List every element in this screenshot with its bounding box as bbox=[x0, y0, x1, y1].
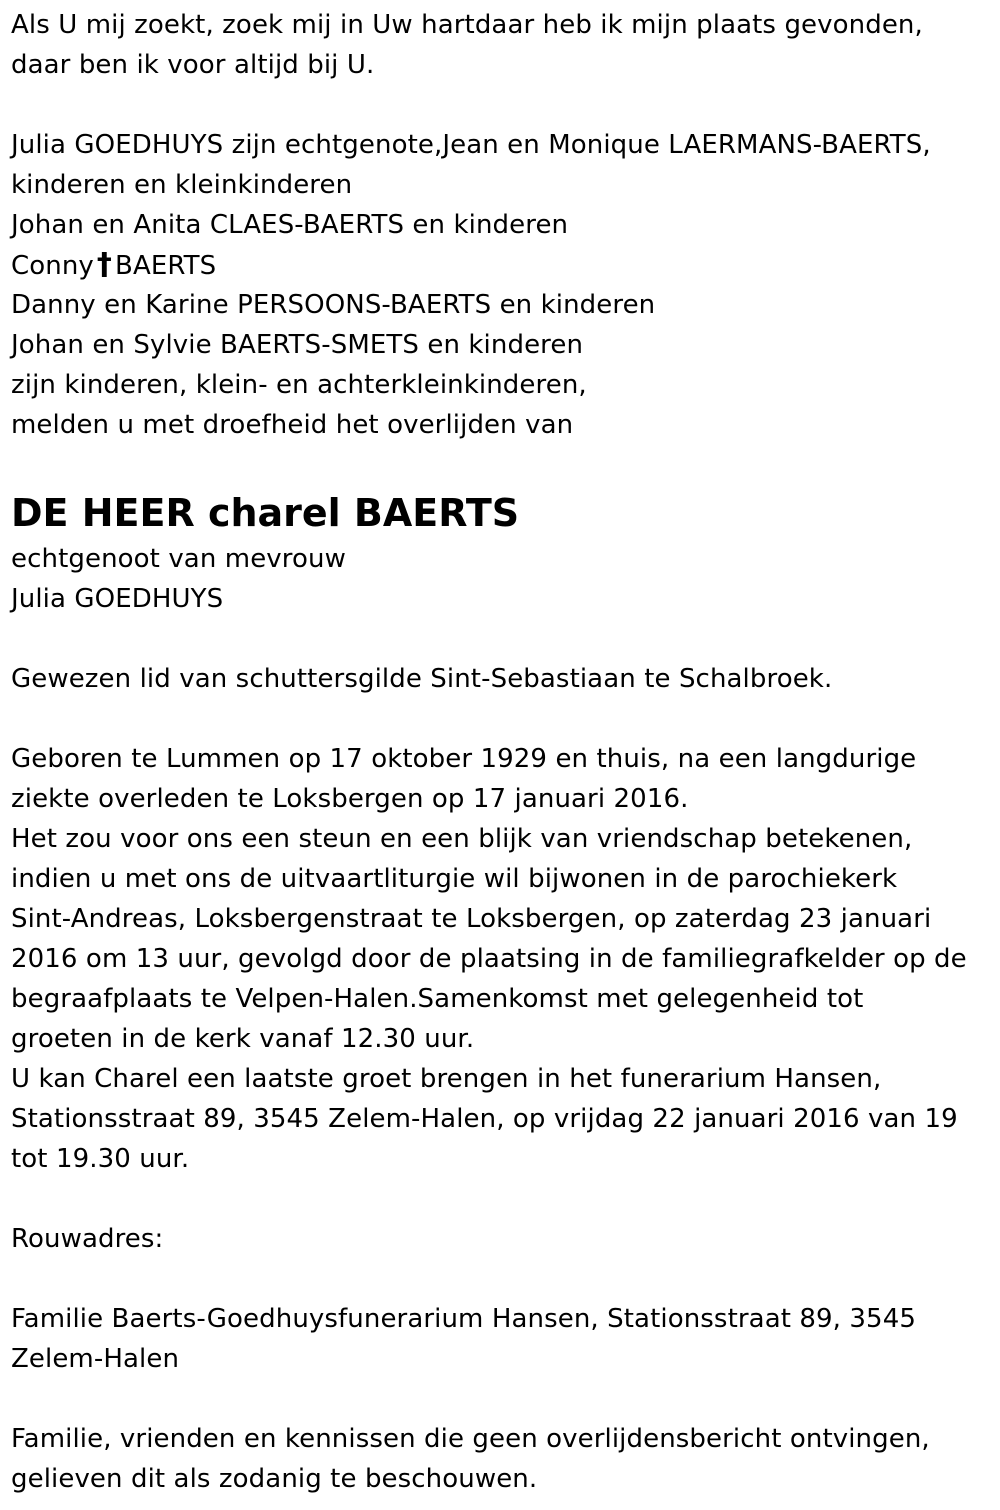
details-line: begraafplaats te Velpen-Halen.Samenkomst met gelegenheid tot bbox=[11, 984, 864, 1014]
spacer bbox=[11, 699, 986, 739]
address-line: Zelem-Halen bbox=[11, 1344, 180, 1374]
family-member-name: Conny bbox=[11, 251, 94, 281]
family-line: melden u met droefheid het overlijden van bbox=[11, 410, 574, 440]
details-line: 2016 om 13 uur, gevolgd door de plaatsing in de familiegrafkelder op de bbox=[11, 944, 967, 974]
details-line: tot 19.30 uur. bbox=[11, 1144, 190, 1174]
family-member-surname: BAERTS bbox=[115, 251, 217, 281]
address-line: Familie Baerts-Goedhuysfunerarium Hansen, Stationsstraat 89, 3545 bbox=[11, 1304, 916, 1334]
poem-line: daar ben ik voor altijd bij U. bbox=[11, 50, 375, 80]
spacer bbox=[11, 1379, 986, 1419]
details-line: ziekte overleden te Loksbergen op 17 januari 2016. bbox=[11, 784, 689, 814]
family-line: Johan en Anita CLAES-BAERTS en kinderen bbox=[11, 210, 569, 240]
spacer bbox=[11, 1179, 986, 1219]
family-line-conny bbox=[11, 245, 986, 285]
closing-line: Familie, vrienden en kennissen die geen overlijdensbericht ontvingen, bbox=[11, 1424, 930, 1454]
family-line: Julia GOEDHUYS zijn echtgenote,Jean en Monique LAERMANS-BAERTS, bbox=[11, 130, 931, 160]
details-line: Het zou voor ons een steun en een blijk van vriendschap betekenen, bbox=[11, 824, 913, 854]
details-line: Stationsstraat 89, 3545 Zelem-Halen, op vrijdag 22 januari 2016 van 19 bbox=[11, 1104, 958, 1134]
family-line: zijn kinderen, klein- en achterkleinkinderen, bbox=[11, 370, 587, 400]
cross-icon: † bbox=[96, 247, 113, 282]
deceased-name: DE HEER charel BAERTS bbox=[11, 491, 520, 535]
address-label: Rouwadres: bbox=[11, 1224, 164, 1254]
deceased-relation: Julia GOEDHUYS bbox=[11, 584, 224, 614]
details-line: indien u met ons de uitvaartliturgie wil bijwonen in de parochiekerk bbox=[11, 864, 898, 894]
family-line: Johan en Sylvie BAERTS-SMETS en kinderen bbox=[11, 330, 584, 360]
deceased-relation: echtgenoot van mevrouw bbox=[11, 544, 346, 574]
details-line: Geboren te Lummen op 17 oktober 1929 en thuis, na een langdurige bbox=[11, 744, 917, 774]
closing-line: gelieven dit als zodanig te beschouwen. bbox=[11, 1464, 538, 1494]
details-line: groeten in de kerk vanaf 12.30 uur. bbox=[11, 1024, 475, 1054]
details-block bbox=[11, 739, 986, 1179]
details-line: U kan Charel een laatste groet brengen in het funerarium Hansen, bbox=[11, 1064, 882, 1094]
family-line: kinderen en kleinkinderen bbox=[11, 170, 353, 200]
membership-text: Gewezen lid van schuttersgilde Sint-Sebastiaan te Schalbroek. bbox=[11, 664, 833, 694]
spacer bbox=[11, 1259, 986, 1299]
obituary-document bbox=[11, 5, 986, 1499]
family-line: Danny en Karine PERSOONS-BAERTS en kinderen bbox=[11, 290, 656, 320]
details-line: Sint-Andreas, Loksbergenstraat te Loksbergen, op zaterdag 23 januari bbox=[11, 904, 932, 934]
spacer bbox=[11, 445, 986, 485]
spacer bbox=[11, 619, 986, 659]
spacer bbox=[11, 85, 986, 125]
poem-line: Als U mij zoekt, zoek mij in Uw hartdaar heb ik mijn plaats gevonden, bbox=[11, 10, 923, 40]
